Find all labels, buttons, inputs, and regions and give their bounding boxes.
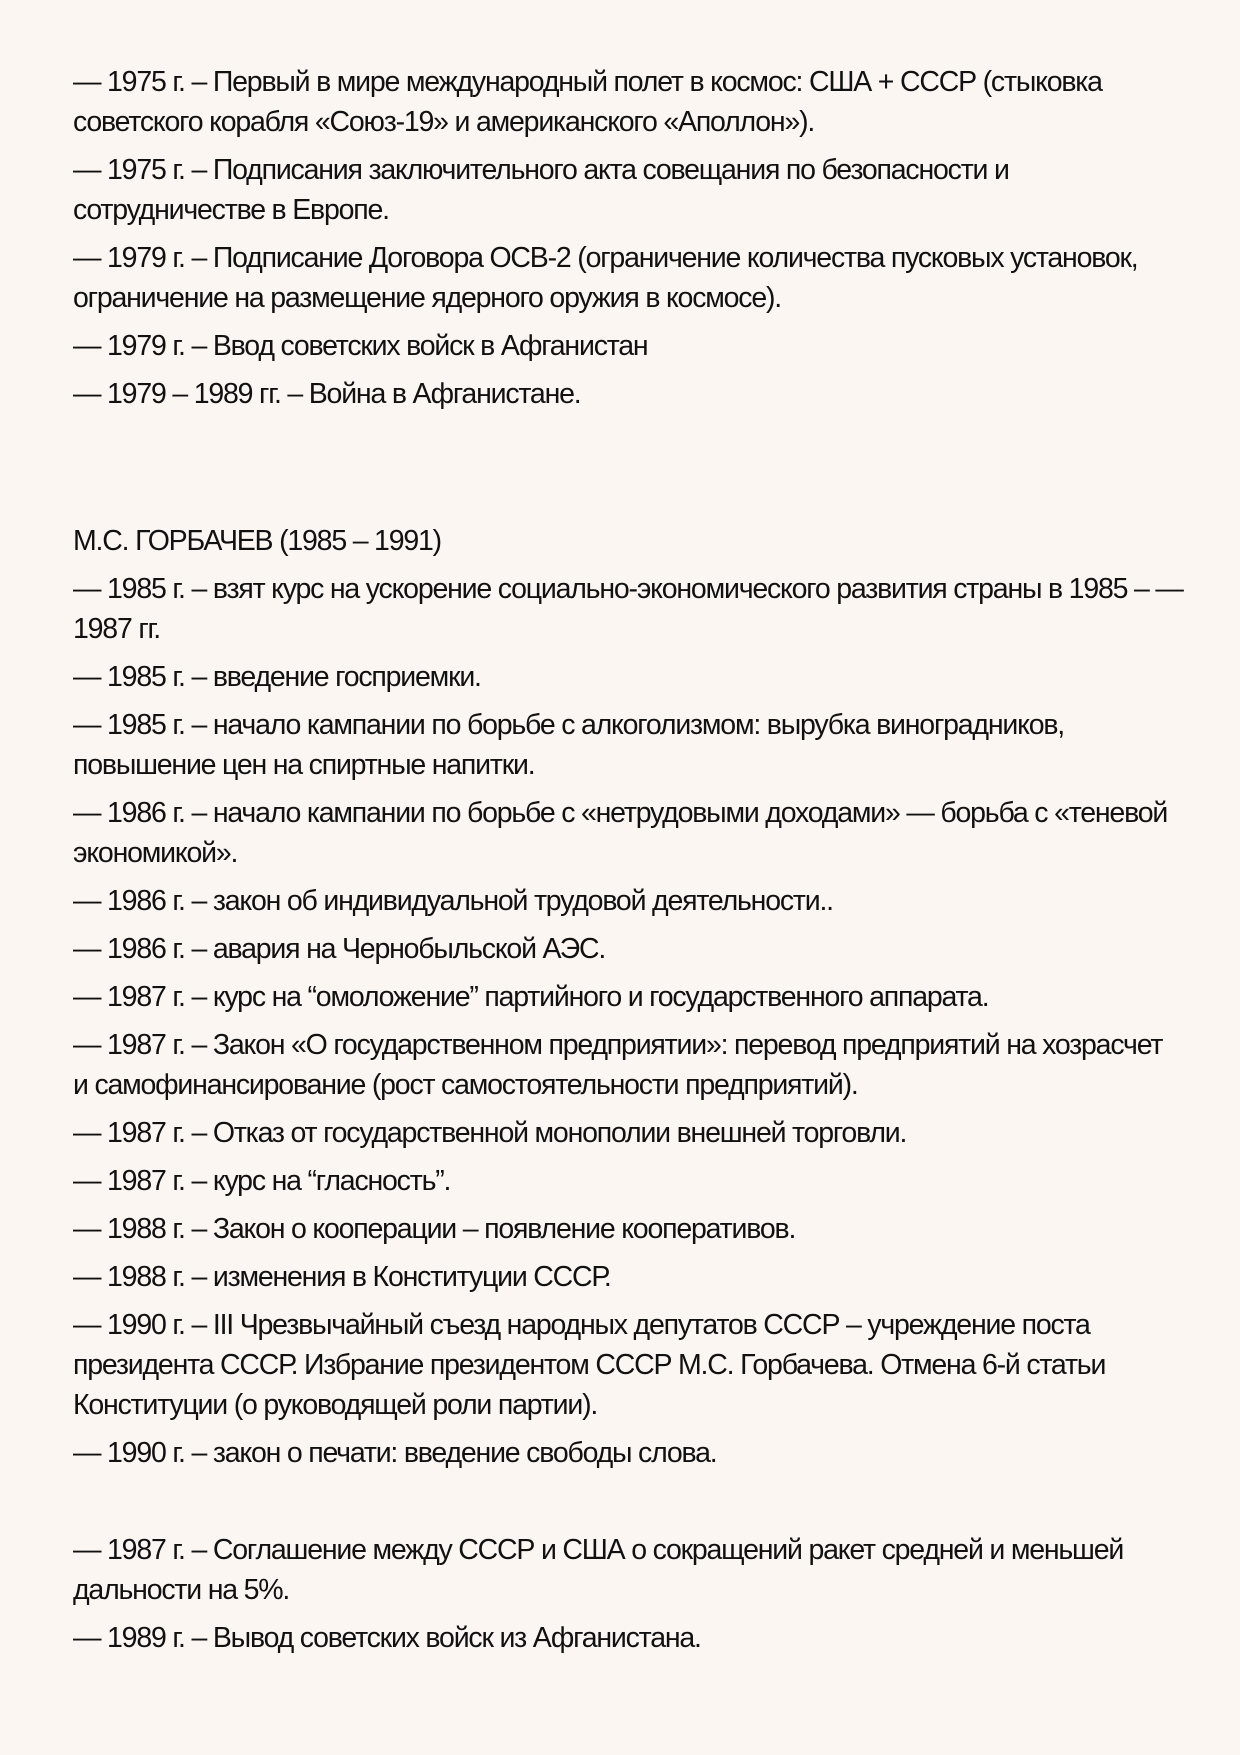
- timeline-entry: — 1985 г. – введение госприемки.: [73, 661, 481, 693]
- section-spacer: [73, 422, 1183, 521]
- timeline-entry: — 1986 г. – авария на Чернобыльской АЭС.: [73, 933, 606, 965]
- timeline-entry: — 1979 – 1989 гг. – Война в Афганистане.: [73, 378, 581, 410]
- timeline-entry: — 1988 г. – Закон о кооперации – появление кооперативов.: [73, 1213, 796, 1245]
- section-brezhnev-foreign-policy: [73, 62, 1183, 414]
- section-gorbachev-foreign-policy: [73, 1530, 1183, 1658]
- timeline-entry: — 1990 г. – III Чрезвычайный съезд народных депутатов СССР – учреждение поста президента СССР. Избрание президентом СССР М.С. Горбачева. Отмена 6-й статьи Конституции (о руководящей роли партии).: [73, 1309, 1106, 1421]
- timeline-entry: — 1987 г. – Закон «О государственном предприятии»: перевод предприятий на хозрасчет и самофинансирование (рост самостоятельности предприятий).: [73, 1029, 1163, 1101]
- timeline-entry: — 1990 г. – закон о печати: введение свободы слова.: [73, 1437, 717, 1469]
- timeline-entry: — 1988 г. – изменения в Конституции СССР.: [73, 1261, 611, 1293]
- timeline-entry: — 1975 г. – Первый в мире международный полет в космос: США + СССР (стыковка советского корабля «Союз-19» и американского «Аполлон»).: [73, 66, 1102, 138]
- section-heading: М.С. ГОРБАЧЕВ (1985 – 1991): [73, 525, 441, 557]
- timeline-entry: — 1987 г. – курс на “гласность”.: [73, 1165, 451, 1197]
- timeline-entry: — 1986 г. – закон об индивидуальной трудовой деятельности..: [73, 885, 833, 917]
- timeline-entry: — 1979 г. – Подписание Договора ОСВ-2 (ограничение количества пусковых установок, ограничение на размещение ядерного оружия в космосе).: [73, 242, 1138, 314]
- timeline-entry: — 1985 г. – взят курс на ускорение социально-экономического развития страны в 1985 – — 1987 гг.: [73, 573, 1183, 645]
- timeline-entry: — 1975 г. – Подписания заключительного акта совещания по безопасности и сотрудничестве в Европе.: [73, 154, 1009, 226]
- section-gorbachev: [73, 521, 1183, 1473]
- timeline-entry: — 1987 г. – Отказ от государственной монополии внешней торговли.: [73, 1117, 907, 1149]
- timeline-entry: — 1986 г. – начало кампании по борьбе с «нетрудовыми доходами» — борьба с «теневой экономикой».: [73, 797, 1168, 869]
- timeline-entry: — 1979 г. – Ввод советских войск в Афганистан: [73, 330, 648, 362]
- timeline-entry: — 1987 г. – Соглашение между СССР и США о сокращений ракет средней и меньшей дальности на 5%.: [73, 1534, 1124, 1606]
- timeline-entry: — 1985 г. – начало кампании по борьбе с алкоголизмом: вырубка виноградников, повышение цен на спиртные напитки.: [73, 709, 1065, 781]
- document-page: [73, 62, 1183, 1666]
- section-spacer: [73, 1481, 1183, 1530]
- timeline-entry: — 1989 г. – Вывод советских войск из Афганистана.: [73, 1622, 701, 1654]
- timeline-entry: — 1987 г. – курс на “омоложение” партийного и государственного аппарата.: [73, 981, 989, 1013]
